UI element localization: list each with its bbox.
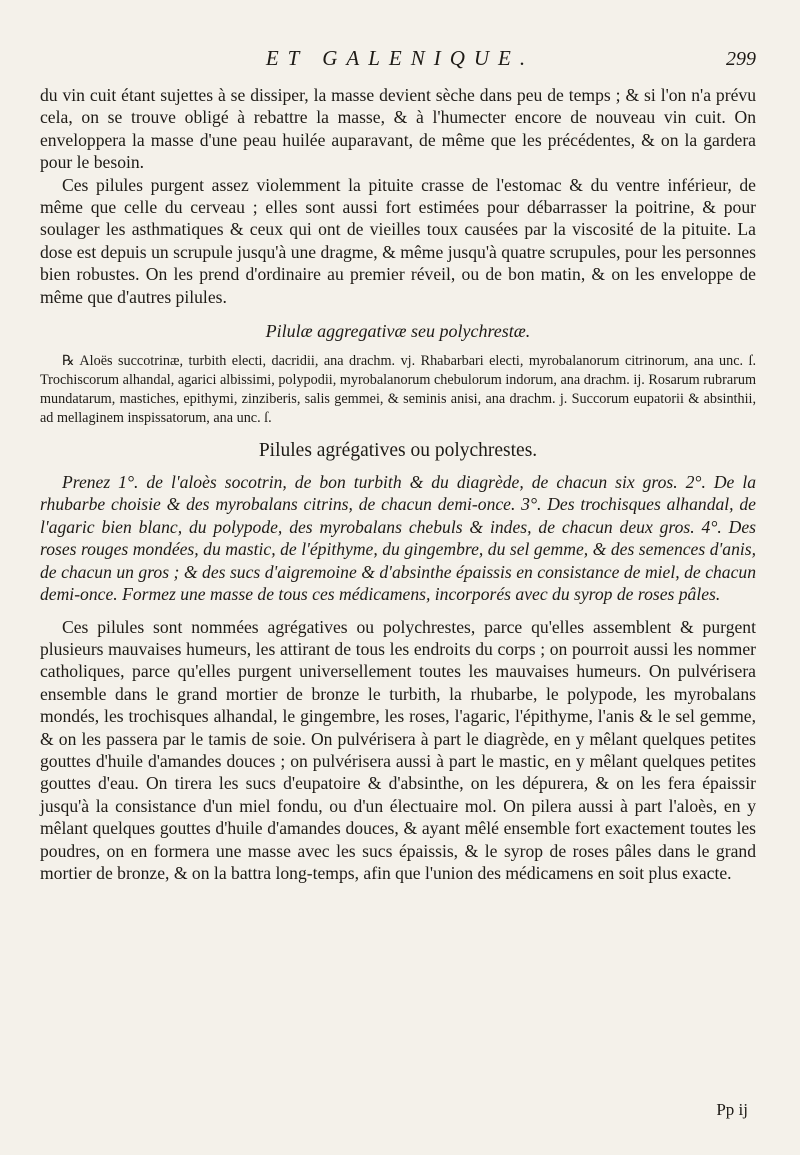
running-head: ET GALENIQUE. <box>265 46 535 70</box>
signature-mark: Pp ij <box>716 1100 748 1119</box>
paragraph-continuation: du vin cuit étant sujettes à se dissiper, la masse devient sèche dans peu de temps ; & si l'on n'a prévu cela, on se trouve obligé à rebattre la masse, & à l'humecter encore de nouveau vin cuit. On enveloppera la masse d'une peau huilée auparavant, de même que les précédentes, & on la gardera pour le besoin. <box>40 85 756 173</box>
latin-recipe-formula <box>40 352 756 428</box>
french-recipe-formula: Prenez 1°. de l'aloès socotrin, de bon turbith & du diagrède, de chacun six gros. 2°. De la rhubarbe choisie & des myrobalans citrins, de chacun demi-once. 3°. Des trochisques alhandal, de l'agaric bien blanc, du polypode, des myrobalans chebuls & indes, de chacun deux gros. 4°. Des roses rouges mondées, du mastic, de l'épithyme, du gingembre, du sel gemme, & des semences d'anis, de chacun un gros ; & des sucs d'aigremoine & d'absinthe épaissis en consistance de miel, de chacun demi-once. Formez une masse de tous ces médicamens, incorporés avec du syrop de roses pâles. <box>40 472 756 605</box>
latin-recipe-text: Aloës succotrinæ, turbith electi, dacridii, ana drachm. vj. Rhabarbari electi, myrobalanorum citrinorum, ana unc. ſ. Trochiscorum alhandal, agarici albissimi, polypodii, myrobalanorum chebulorum indorum, ana drachm. ij. Rosarum rubrarum mundatarum, mastiches, epithymi, zinziberis, salis gemmei, & seminis anisi, ana drachm. j. Succorum eupatorii & absinthii, ad mellaginem inspissatorum, ana unc. ſ. <box>40 353 756 427</box>
page-header <box>40 44 760 78</box>
recipe-symbol-icon: ℞ <box>62 353 75 370</box>
latin-recipe-title: Pilulæ aggregativæ seu polychrestæ. <box>265 321 531 342</box>
body-text <box>40 84 756 884</box>
paragraph-preparation: Ces pilules sont nommées agrégatives ou polychrestes, parce qu'elles assemblent & purgent plusieurs mauvaises humeurs, les attirant de tous les endroits du corps ; on pourroit aussi les nommer catholiques, parce qu'elles purgent universellement toutes les mauvaises humeurs. On pulvérisera ensemble dans le grand mortier de bronze le turbith, la rhubarbe, le polypode, les myrobalans mondés, les trochisques alhandal, le gingembre, les roses, l'agaric, l'épithyme, l'anis & le sel gemme, & on les passera par le tamis de soie. On pulvérisera à part le diagrède, en y mêlant quelques petites gouttes d'huile d'amandes douces ; on pulvérisera aussi à part le mastic, en y mêlant quelques petites gouttes d'eau. On tirera les sucs d'eupatoire & d'absinthe, on les dépurera, & on les fera épaissir jusqu'à la consistance d'un miel fondu, ou d'un électuaire mol. On pilera aussi à part l'aloès, en y mêlant quelques gouttes d'huile d'amandes douces, & ayant mêlé ensemble fort exactement toutes les poudres, on en formera une masse avec les sucs épaissis, & le syrop de roses pâles dans le grand mortier de bronze, & on la battra long-temps, afin que l'union des médicamens en soit plus exacte. <box>40 616 756 883</box>
french-recipe-title: Pilules agrégatives ou polychrestes. <box>258 440 538 462</box>
page-number: 299 <box>726 48 756 70</box>
paragraph-usage: Ces pilules purgent assez violemment la pituite crasse de l'estomac & du ventre inférieur, de même que celle du cerveau ; elles sont aussi fort estimées pour débarrasser la poitrine, & pour soulager les asthmatiques & ceux qui ont de vieilles toux causées par la viscosité de la pituite. La dose est depuis un scrupule jusqu'à une dragme, & même jusqu'à quatre scrupules, pour les personnes bien robustes. On les prend d'ordinaire au premier réveil, ou de bon matin, & on les enveloppe de même que d'autres pilules. <box>40 174 756 307</box>
